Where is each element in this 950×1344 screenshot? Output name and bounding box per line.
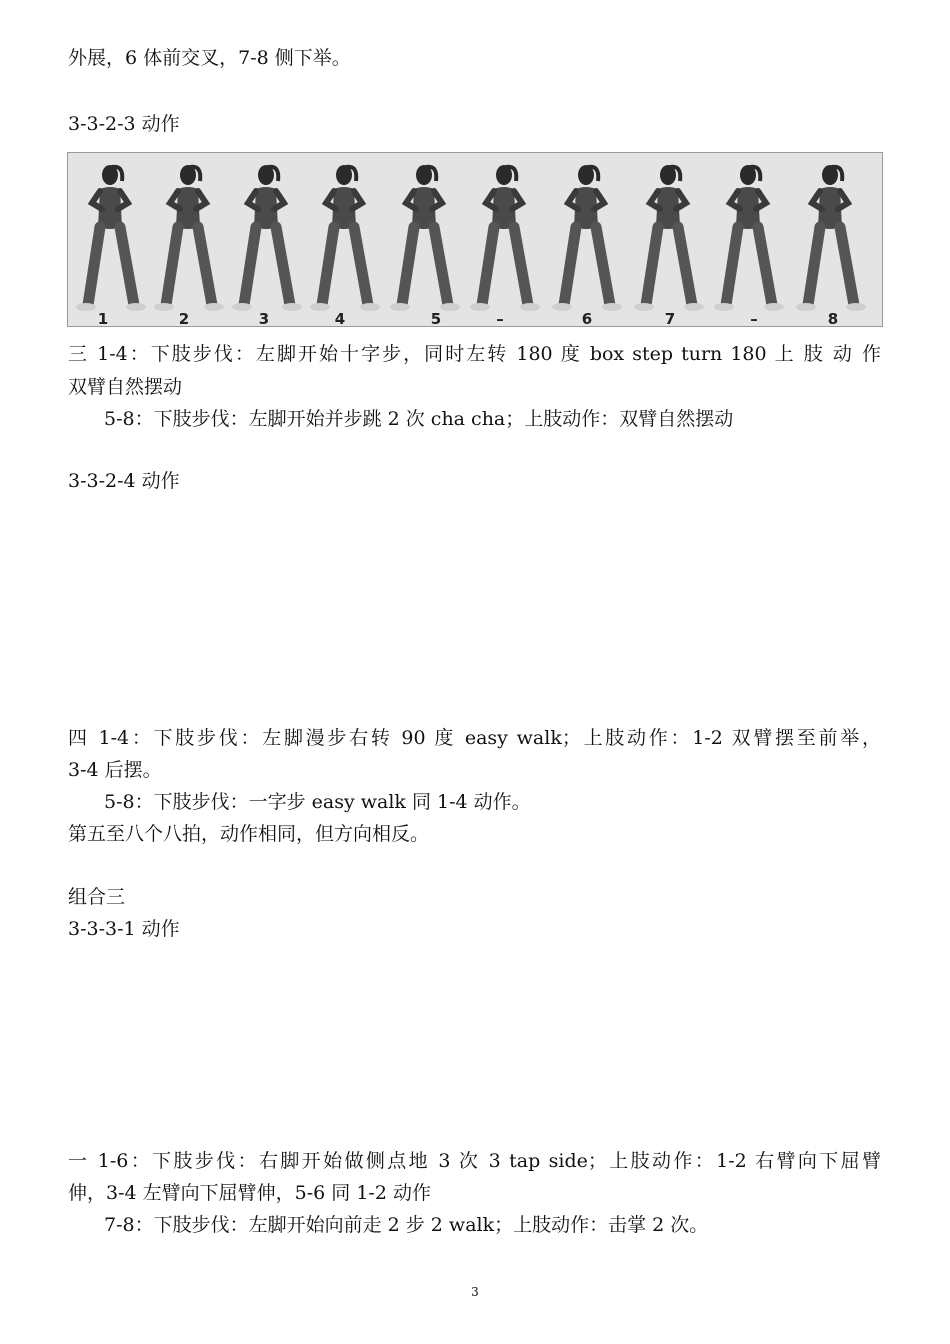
text-line: 5-8：下肢步伐：一字步 easy walk 同 1-4 动作。 xyxy=(104,791,531,813)
section-heading: 3-3-2-3 动作 xyxy=(68,113,180,135)
text-line: 双臂自然摆动 xyxy=(68,376,183,398)
dancer-figure xyxy=(470,165,540,311)
frame-label: 3 xyxy=(258,310,270,327)
page-number: 3 xyxy=(471,1285,479,1299)
text-line: 外展，6 体前交叉，7-8 侧下举。 xyxy=(68,47,351,69)
text-line: 3-4 后摆。 xyxy=(68,759,162,781)
frame-label: 5 xyxy=(430,310,442,327)
dancer-figure xyxy=(796,165,866,311)
frame-label: 4 xyxy=(334,310,346,327)
section-heading: 3-3-3-1 动作 xyxy=(68,918,180,940)
frame-label: 2 xyxy=(178,310,190,327)
frame-label: – xyxy=(496,310,504,327)
dancer-figure xyxy=(634,165,704,311)
text-line: 伸，3-4 左臂向下屈臂伸，5-6 同 1-2 动作 xyxy=(68,1182,431,1204)
text-line: 一 1-6：下肢步伐：右脚开始做侧点地 3 次 3 tap side；上肢动作：1-2 右臂向下屈臂 xyxy=(68,1150,881,1172)
frame-label: 8 xyxy=(827,310,839,327)
text-line: 第五至八个八拍，动作相同，但方向相反。 xyxy=(68,823,430,845)
dancer-figure xyxy=(310,165,380,311)
dancer-figure xyxy=(76,165,146,311)
frame-label: 1 xyxy=(97,310,109,327)
frame-label: – xyxy=(750,310,758,327)
dancer-figure xyxy=(714,165,784,311)
text-line: 5-8：下肢步伐：左脚开始并步跳 2 次 cha cha；上肢动作：双臂自然摆动 xyxy=(104,408,734,430)
dancer-figure xyxy=(390,165,460,311)
dancer-figure xyxy=(232,165,302,311)
section-heading: 3-3-2-4 动作 xyxy=(68,470,180,492)
dance-figures-svg xyxy=(68,153,883,327)
dance-steps-figure xyxy=(67,152,883,327)
frame-label: 7 xyxy=(664,310,676,327)
text-line: 四 1-4：下肢步伐：左脚漫步右转 90 度 easy walk；上肢动作：1-2 双臂摆至前举， xyxy=(68,727,881,749)
dancer-figure xyxy=(154,165,224,311)
text-line: 7-8：下肢步伐：左脚开始向前走 2 步 2 walk；上肢动作：击掌 2 次。 xyxy=(104,1214,709,1236)
frame-label: 6 xyxy=(581,310,593,327)
section-heading: 组合三 xyxy=(68,886,126,908)
text-line: 三 1-4：下肢步伐：左脚开始十字步，同时左转 180 度 box step turn 180 上 肢 动 作 xyxy=(68,343,881,365)
dancer-figure xyxy=(552,165,622,311)
